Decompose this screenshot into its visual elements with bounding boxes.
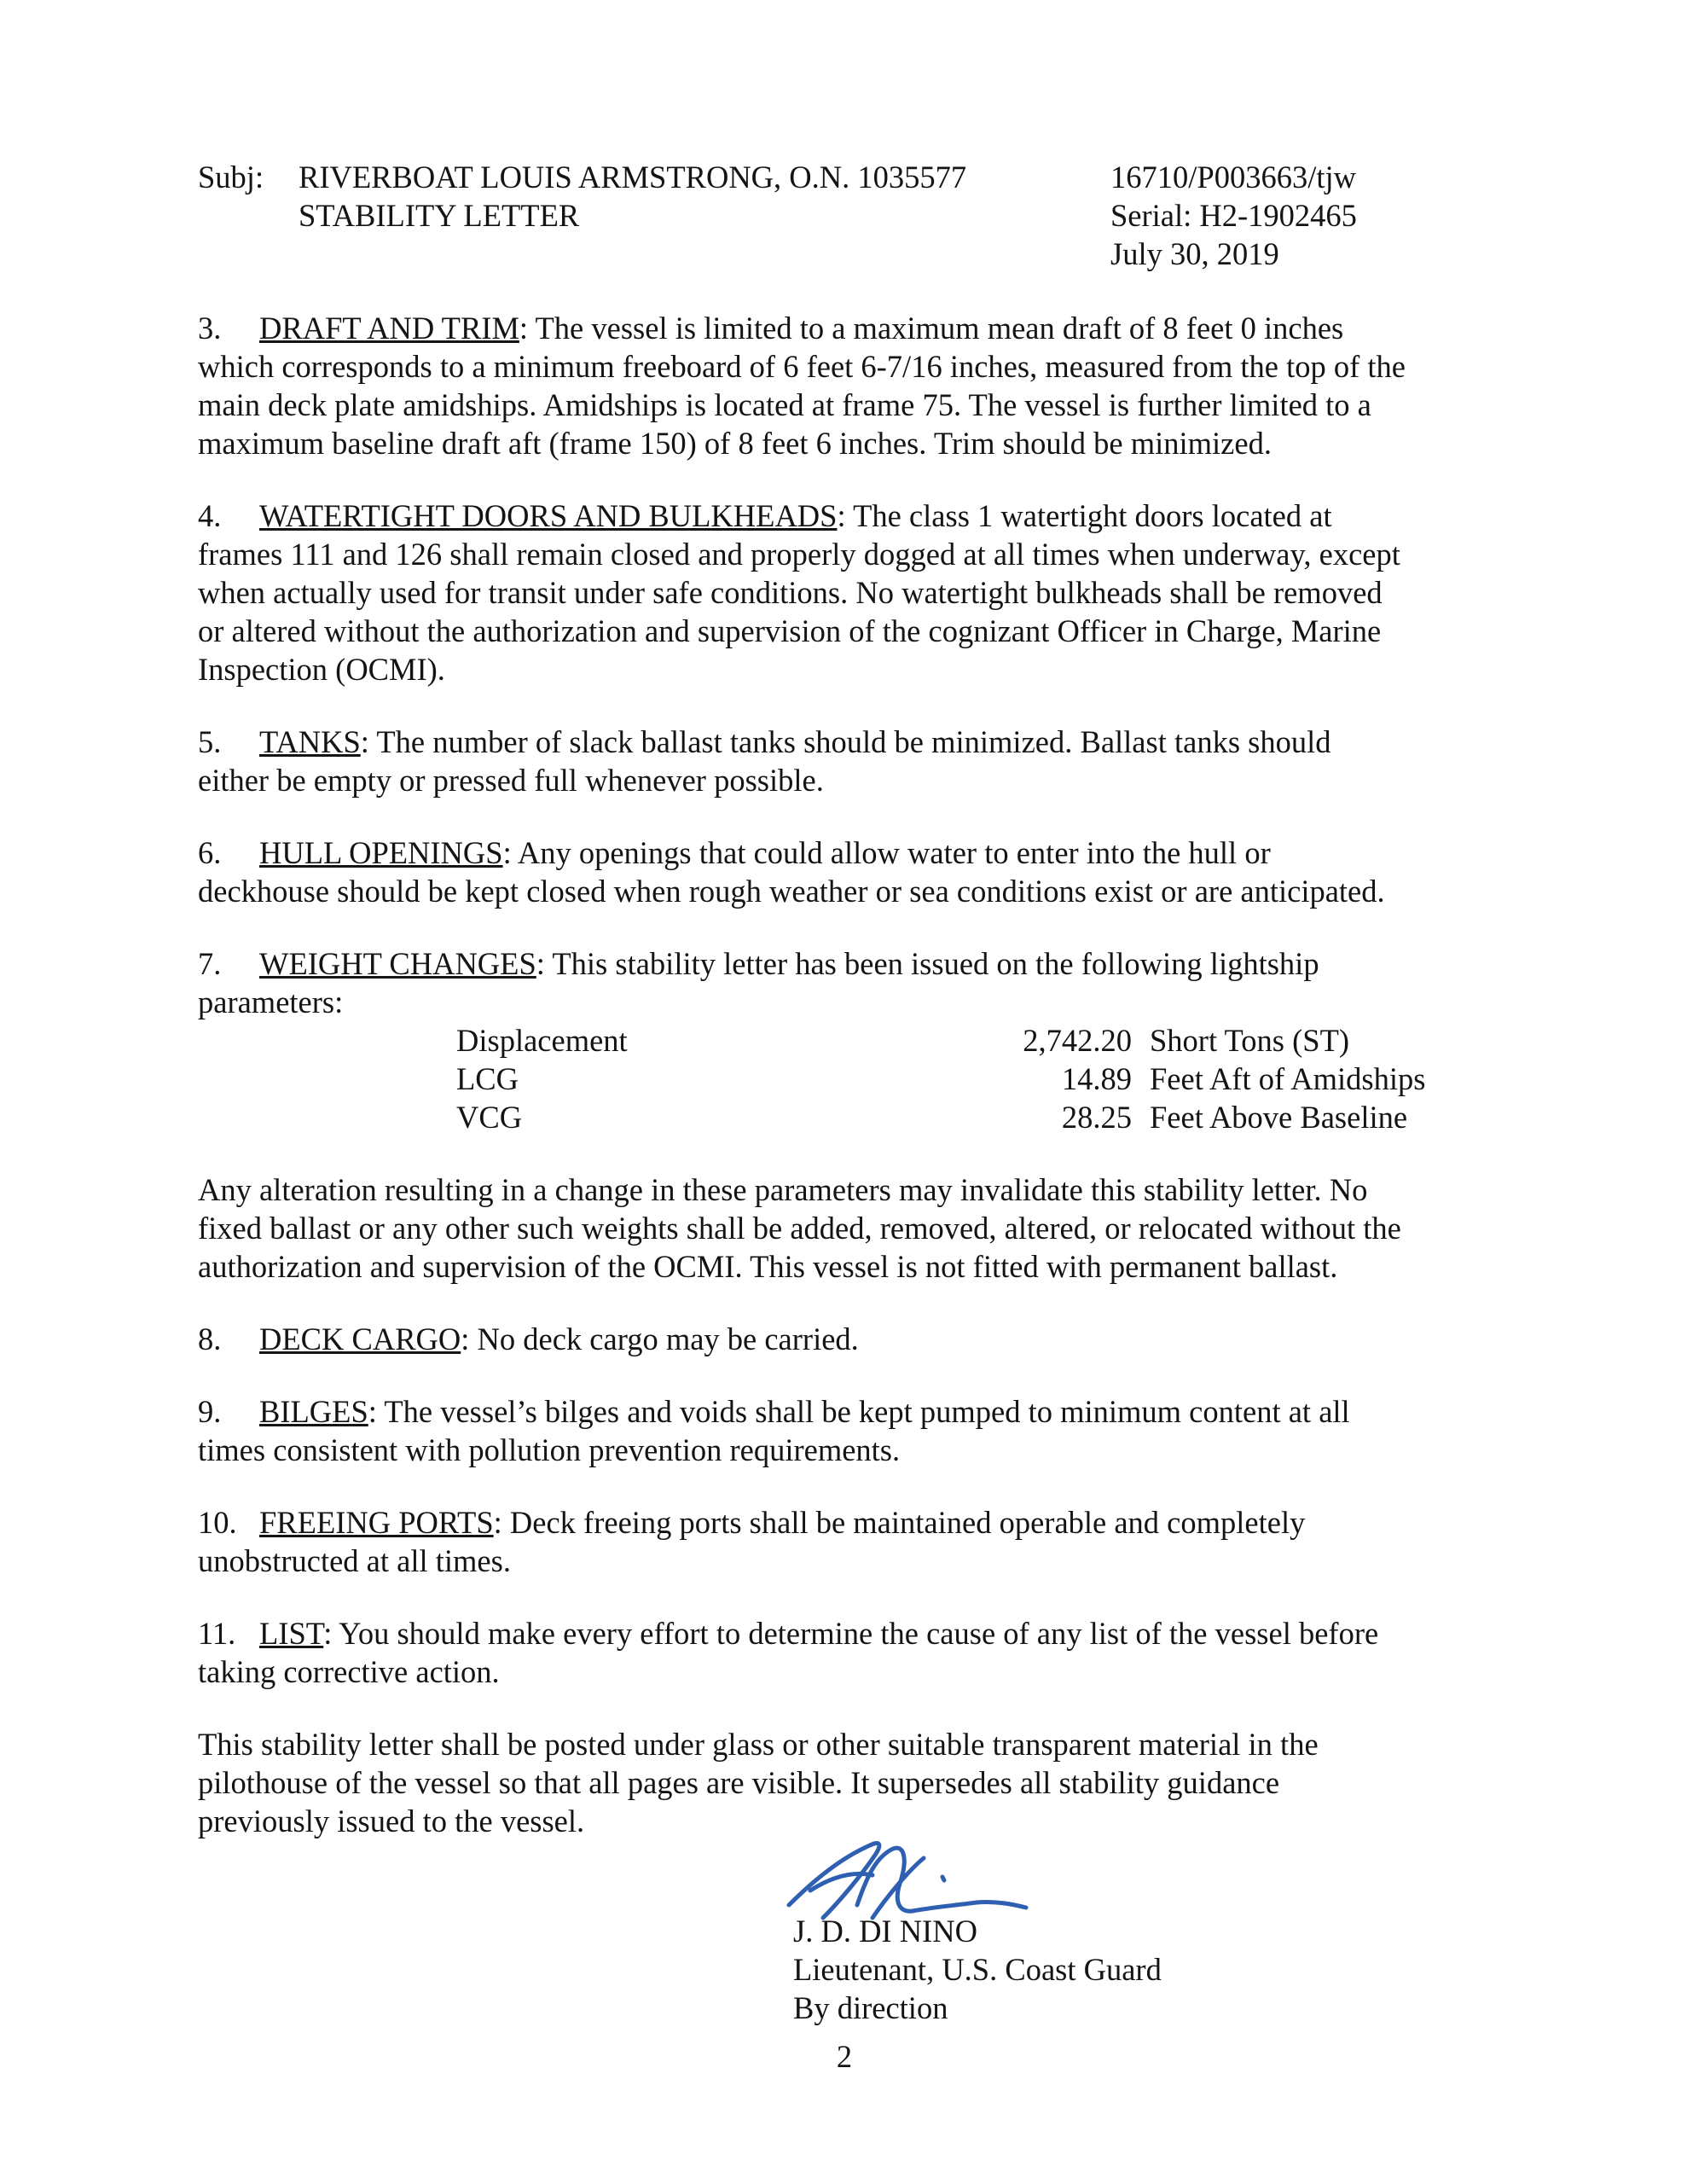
letter-body: [198, 309, 1494, 1874]
section-text: : Deck freeing ports shall be maintained operable and completely: [493, 1505, 1306, 1540]
section-line: maximum baseline draft aft (frame 150) of 8 feet 6 inches. Trim should be minimized.: [198, 426, 1272, 461]
parameter-row: [198, 1098, 1494, 1136]
section-weight-changes: [198, 944, 1494, 1021]
subject-line-1: RIVERBOAT LOUIS ARMSTRONG, O.N. 1035577: [299, 160, 967, 195]
signatory-name: J. D. DI NINO: [793, 1914, 977, 1949]
section-number: 11.: [198, 1616, 236, 1651]
section-first-line: [198, 309, 1494, 347]
parameter-unit: Short Tons (ST): [1150, 1023, 1350, 1058]
section-number: 7.: [198, 946, 222, 981]
section-first-line: [198, 497, 1494, 535]
parameter-name: VCG: [456, 1100, 523, 1135]
page-number: 2: [836, 2039, 853, 2074]
section-line: deckhouse should be kept closed when rough weather or sea conditions exist or are anticipated.: [198, 874, 1385, 909]
serial-number: Serial: H2-1902465: [1110, 198, 1357, 233]
section-watertight-doors: [198, 497, 1494, 688]
section-line: Inspection (OCMI).: [198, 652, 445, 687]
section-number: 3.: [198, 311, 222, 346]
section-heading: WATERTIGHT DOORS AND BULKHEADS: [259, 498, 838, 533]
section-line: taking corrective action.: [198, 1654, 500, 1689]
section-line: parameters:: [198, 985, 344, 1019]
section-list: [198, 1614, 1494, 1691]
section-draft-and-trim: [198, 309, 1494, 462]
letter-header: [198, 158, 1494, 277]
section-number: 5.: [198, 724, 222, 759]
section-heading: DECK CARGO: [259, 1321, 461, 1356]
section-line: which corresponds to a minimum freeboard of 6 feet 6-7/16 inches, measured from the top of the: [198, 349, 1406, 384]
section-heading: TANKS: [259, 724, 361, 759]
section-text: : You should make every effort to determine the cause of any list of the vessel before: [323, 1616, 1379, 1651]
file-code: 16710/P003663/tjw: [1110, 160, 1356, 195]
section-first-line: [198, 1320, 1494, 1358]
section-hull-openings: [198, 834, 1494, 910]
parameter-row: [198, 1060, 1494, 1098]
section-line: times consistent with pollution prevention requirements.: [198, 1432, 901, 1467]
section-first-line: [198, 944, 1494, 983]
section-heading: BILGES: [259, 1394, 368, 1429]
section-text: : The vessel’s bilges and voids shall be kept pumped to minimum content at all: [368, 1394, 1350, 1429]
paragraph-line: fixed ballast or any other such weights shall be added, removed, altered, or relocated without the: [198, 1211, 1401, 1246]
section-line: or altered without the authorization and supervision of the cognizant Officer in Charge, Marine: [198, 613, 1382, 648]
section-text: : The vessel is limited to a maximum mean draft of 8 feet 0 inches: [519, 311, 1344, 346]
section-text: : The class 1 watertight doors located at: [837, 498, 1332, 533]
section-heading: LIST: [259, 1616, 324, 1651]
section-number: 4.: [198, 498, 222, 533]
signatory: [793, 1912, 1162, 2027]
subject-label: Subj:: [198, 160, 264, 195]
section-first-line: [198, 834, 1494, 872]
section-freeing-ports: [198, 1503, 1494, 1580]
section-tanks: [198, 723, 1494, 799]
section-line: either be empty or pressed full whenever possible.: [198, 763, 824, 798]
file-info: [1110, 158, 1357, 273]
closing-paragraph: [198, 1725, 1494, 1840]
section-line: when actually used for transit under safe conditions. No watertight bulkheads shall be removed: [198, 575, 1383, 610]
section-first-line: [198, 1614, 1494, 1653]
section-heading: FREEING PORTS: [259, 1505, 494, 1540]
section-first-line: [198, 723, 1494, 761]
section-text: : Any openings that could allow water to enter into the hull or: [502, 835, 1271, 870]
subject-line-2: STABILITY LETTER: [299, 198, 580, 233]
parameter-row: [198, 1021, 1494, 1060]
section-heading: DRAFT AND TRIM: [259, 311, 519, 346]
letter-date: July 30, 2019: [1110, 236, 1279, 271]
signature-block: [793, 1824, 1305, 2029]
parameter-name: LCG: [456, 1061, 519, 1096]
parameter-value: 14.89: [1061, 1061, 1132, 1096]
lightship-parameters-table: [198, 1021, 1494, 1136]
parameter-name: Displacement: [456, 1023, 628, 1058]
paragraph-line: authorization and supervision of the OCMI. This vessel is not fitted with permanent ballast.: [198, 1249, 1338, 1284]
section-line: main deck plate amidships. Amidships is located at frame 75. The vessel is further limited to a: [198, 387, 1371, 422]
section-line: frames 111 and 126 shall remain closed and properly dogged at all times when underway, except: [198, 537, 1400, 572]
subject-lines: [299, 158, 966, 235]
parameter-value: 28.25: [1061, 1100, 1132, 1135]
section-bilges: [198, 1392, 1494, 1469]
section-deck-cargo: [198, 1320, 1494, 1358]
section-first-line: [198, 1392, 1494, 1431]
section-line: unobstructed at all times.: [198, 1543, 511, 1578]
paragraph-line: This stability letter shall be posted under glass or other suitable transparent material in the: [198, 1727, 1319, 1762]
parameter-value: 2,742.20: [1023, 1023, 1132, 1058]
section-text: : No deck cargo may be carried.: [461, 1321, 859, 1356]
section-heading: HULL OPENINGS: [259, 835, 503, 870]
signatory-title: Lieutenant, U.S. Coast Guard: [793, 1952, 1162, 1987]
section-text: : The number of slack ballast tanks should be minimized. Ballast tanks should: [360, 724, 1331, 759]
parameter-unit: Feet Above Baseline: [1150, 1100, 1408, 1135]
paragraph-line: pilothouse of the vessel so that all pages are visible. It supersedes all stability guidance: [198, 1765, 1280, 1800]
section-number: 10.: [198, 1505, 237, 1540]
paragraph-line: previously issued to the vessel.: [198, 1804, 585, 1838]
section-text: : This stability letter has been issued on the following lightship: [536, 946, 1319, 981]
paragraph-line: Any alteration resulting in a change in these parameters may invalidate this stability letter. No: [198, 1172, 1368, 1207]
weight-change-note: [198, 1170, 1494, 1286]
parameter-unit: Feet Aft of Amidships: [1150, 1061, 1426, 1096]
section-number: 6.: [198, 835, 222, 870]
section-heading: WEIGHT CHANGES: [259, 946, 536, 981]
section-number: 8.: [198, 1321, 222, 1356]
signatory-authority: By direction: [793, 1990, 948, 2025]
section-number: 9.: [198, 1394, 222, 1429]
section-first-line: [198, 1503, 1494, 1542]
